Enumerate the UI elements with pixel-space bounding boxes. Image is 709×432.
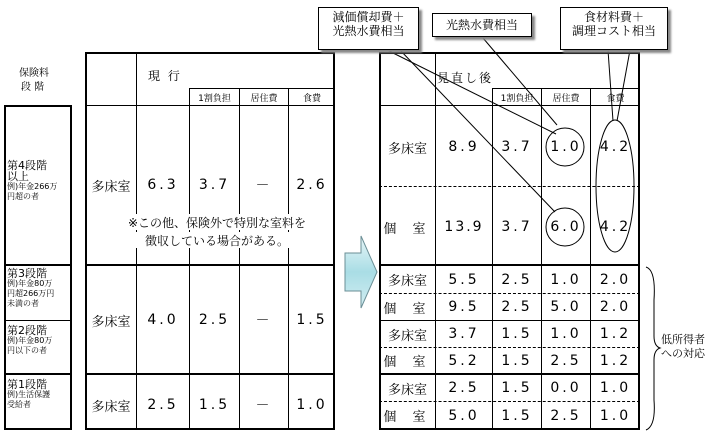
- revised-cell: 1.0: [599, 380, 632, 396]
- pointer-line: [608, 50, 613, 121]
- revised-total: 5.5: [448, 271, 480, 288]
- residence-circle-highlight: [546, 128, 584, 166]
- tier-1-desc: 例)生活保護: [7, 390, 51, 399]
- revised-room: 多床室: [387, 328, 427, 344]
- revised-room: 個 室: [383, 410, 432, 425]
- revised-title: 見直し後: [437, 71, 494, 85]
- current-cell: 1.5: [198, 397, 231, 413]
- revised-total: 3.7: [448, 326, 480, 342]
- current-cell: －: [255, 313, 273, 329]
- pointer-line: [483, 38, 557, 125]
- revised-cell: 1.0: [550, 139, 582, 155]
- revised-total: 5.0: [448, 407, 480, 424]
- revised-cell: 1.5: [501, 352, 533, 369]
- revised-cell: 1.5: [501, 407, 533, 424]
- low-income-label-2: への対応: [661, 347, 705, 360]
- revised-room: 多床室: [387, 382, 427, 398]
- tier-2-title: 第2段階: [7, 324, 47, 337]
- revised-total: 2.5: [448, 380, 480, 396]
- revised-cell: 6.0: [550, 219, 582, 235]
- revised-col-header: 食費: [606, 93, 625, 104]
- tier-3-desc: 例)年金80万: [7, 279, 53, 288]
- current-col-header: 1割負担: [198, 93, 231, 104]
- revised-cell: 2.0: [599, 271, 632, 288]
- revised-room: 個 室: [383, 301, 432, 317]
- current-title: 現 行: [148, 69, 182, 83]
- revised-cell: 1.5: [501, 380, 533, 396]
- tier-2-desc: 円以下の者: [7, 346, 47, 355]
- callout-food-line2: 調理コスト相当: [571, 24, 656, 38]
- tier-3-title: 第3段階: [7, 267, 47, 280]
- revised-cell: 4.2: [599, 219, 632, 235]
- current-cell: 2.5: [198, 312, 231, 328]
- current-col-header: 食費: [302, 93, 321, 104]
- tier-2-desc: 例)年金80万: [7, 336, 53, 345]
- current-cell: 1.0: [296, 397, 328, 413]
- revised-cell: 1.0: [550, 271, 582, 288]
- revised-cell: 2.0: [599, 299, 632, 315]
- revised-col-header: 1割負担: [500, 93, 534, 104]
- callout-depreciation: [318, 7, 419, 50]
- current-total: 6.3: [147, 177, 179, 193]
- revised-total: 13.9: [444, 219, 484, 235]
- revised-cell: 1.2: [599, 326, 632, 342]
- revised-cell: 1.0: [550, 326, 582, 342]
- revised-total: 9.5: [448, 299, 480, 315]
- callout-utilities: 光熱水費相当: [432, 13, 532, 37]
- current-note-line1: ※この他、保険外で特別な室料を: [112, 214, 322, 230]
- revised-cell: 2.5: [501, 299, 533, 315]
- current-note-line2: 徴収している場合がある。: [112, 232, 322, 248]
- callout-depreciation-line1: 減価償却費＋: [332, 10, 405, 24]
- residence-circle-highlight: [546, 208, 584, 246]
- tier-3-desc: 円超266万円: [7, 289, 55, 298]
- revised-cell: 3.7: [501, 219, 533, 235]
- callout-depreciation-line2: 光熱水費相当: [332, 24, 405, 38]
- revised-cell: 1.2: [599, 352, 632, 369]
- tier-column-title-1: 保険料: [19, 68, 49, 79]
- tier-4-title: 第4段階: [7, 159, 47, 172]
- revised-cell: 0.0: [550, 380, 582, 396]
- tier-4-desc: 例)年金266万: [7, 182, 58, 191]
- food-ellipse-highlight: [596, 120, 634, 252]
- current-total: 2.5: [147, 397, 179, 413]
- pointer-line: [400, 50, 555, 212]
- revised-cell: 1.0: [599, 407, 632, 424]
- tier-1-title: 第1段階: [7, 378, 47, 391]
- callout-food: [560, 7, 668, 50]
- revised-total: 8.9: [448, 139, 480, 155]
- tier-1-desc: 受給者: [7, 400, 31, 409]
- pointer-line: [617, 50, 630, 121]
- revised-room: 個 室: [383, 221, 432, 237]
- revised-cell: 2.5: [550, 352, 582, 369]
- revised-cell: 2.5: [550, 407, 582, 424]
- revised-cell: 4.2: [599, 139, 632, 155]
- current-cell: 1.5: [296, 312, 328, 328]
- revised-total: 5.2: [448, 352, 480, 369]
- current-cell: 3.7: [198, 177, 231, 193]
- current-room: 多床室: [91, 399, 131, 415]
- low-income-label-1: 低所得者: [661, 333, 705, 346]
- current-total: 4.0: [147, 312, 179, 328]
- revised-cell: 1.5: [501, 326, 533, 342]
- current-col-header: 居住費: [250, 93, 278, 104]
- revised-col-header: 居住費: [552, 93, 580, 104]
- tier-4-desc: 円超の者: [7, 192, 39, 201]
- revised-cell: 3.7: [501, 139, 533, 155]
- callout-food-line1: 食材料費＋: [583, 10, 644, 24]
- low-income-bracket: [646, 267, 660, 430]
- current-cell: －: [255, 178, 273, 194]
- revised-cell: 5.0: [550, 299, 582, 315]
- tier-3-desc: 未満の者: [7, 299, 39, 308]
- revised-room: 多床室: [387, 141, 427, 157]
- revised-room: 多床室: [387, 274, 427, 289]
- current-room: 多床室: [91, 314, 131, 330]
- revised-cell: 2.5: [501, 271, 533, 288]
- tier-4-sub: 以上: [7, 170, 29, 183]
- current-cell: 2.6: [296, 177, 328, 193]
- tier-column-title-2: 段 階: [21, 82, 45, 93]
- current-cell: －: [255, 398, 273, 414]
- revised-room: 個 室: [383, 355, 432, 370]
- current-room: 多床室: [91, 179, 131, 195]
